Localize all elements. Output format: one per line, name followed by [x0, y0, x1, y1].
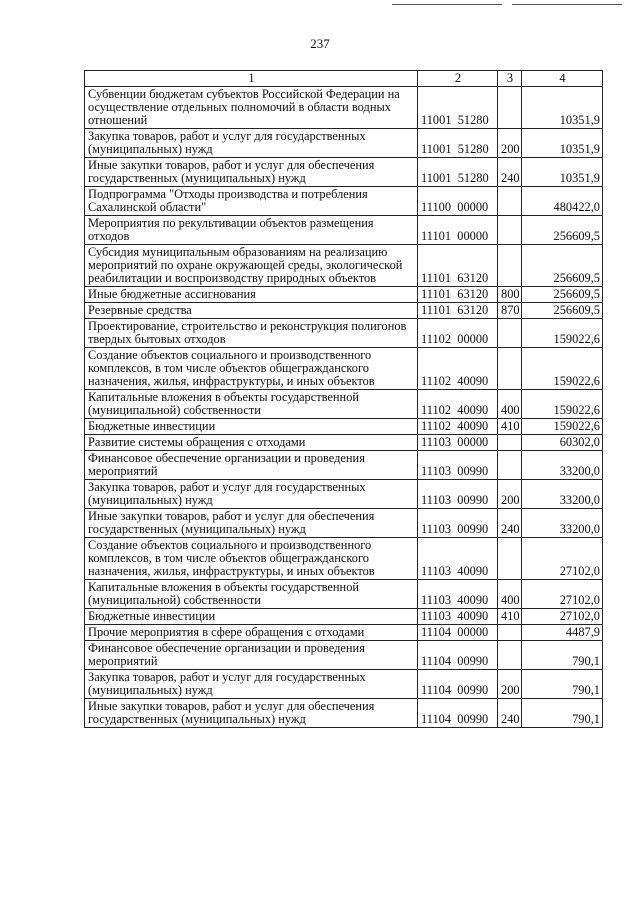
row-code-cell: 11104 00990	[418, 699, 498, 728]
row-name-cell: Создание объектов социального и производственного комплексов, в том числе объектов общегражданского назначения, жилья, инфраструктуры, и иных объектов	[85, 538, 418, 580]
row-type-cell: 240	[498, 699, 522, 728]
row-code-cell: 11102 40090	[418, 348, 498, 390]
table-row	[85, 580, 603, 609]
row-type-cell	[498, 625, 522, 641]
header-rule-left	[392, 4, 502, 5]
column-header-code: 2	[418, 71, 498, 87]
table-row	[85, 435, 603, 451]
row-type-cell	[498, 245, 522, 287]
row-name-cell: Капитальные вложения в объекты государственной (муниципальной) собственности	[85, 580, 418, 609]
row-type-cell	[498, 216, 522, 245]
row-code-cell: 11103 00000	[418, 435, 498, 451]
table-row	[85, 348, 603, 390]
row-name-cell: Иные бюджетные ассигнования	[85, 287, 418, 303]
row-name-cell: Закупка товаров, работ и услуг для государственных (муниципальных) нужд	[85, 480, 418, 509]
row-code-cell: 11102 40090	[418, 419, 498, 435]
row-name-cell: Бюджетные инвестиции	[85, 419, 418, 435]
row-name-cell: Закупка товаров, работ и услуг для государственных (муниципальных) нужд	[85, 129, 418, 158]
row-code-cell: 11103 40090	[418, 538, 498, 580]
row-name-cell: Создание объектов социального и производственного комплексов, в том числе объектов общегражданского назначения, жилья, инфраструктуры, и иных объектов	[85, 348, 418, 390]
table-row	[85, 699, 603, 728]
row-code-cell: 11103 00990	[418, 509, 498, 538]
row-sum-cell: 159022,6	[522, 419, 603, 435]
row-name-cell: Мероприятия по рекультивации объектов размещения отходов	[85, 216, 418, 245]
row-name-cell: Подпрограмма "Отходы производства и потребления Сахалинской области"	[85, 187, 418, 216]
row-type-cell: 800	[498, 287, 522, 303]
table-row	[85, 390, 603, 419]
row-type-cell: 240	[498, 509, 522, 538]
row-sum-cell: 256609,5	[522, 216, 603, 245]
row-code-cell: 11001 51280	[418, 158, 498, 187]
row-sum-cell: 10351,9	[522, 129, 603, 158]
row-code-cell: 11101 63120	[418, 287, 498, 303]
row-code-cell: 11103 40090	[418, 609, 498, 625]
row-sum-cell: 10351,9	[522, 158, 603, 187]
row-name-cell: Субсидия муниципальным образованиям на реализацию мероприятий по охране окружающей среды, экологической реабилитации и воспроизводству природных объектов	[85, 245, 418, 287]
row-type-cell	[498, 451, 522, 480]
table-row	[85, 129, 603, 158]
row-name-cell: Закупка товаров, работ и услуг для государственных (муниципальных) нужд	[85, 670, 418, 699]
table-row	[85, 670, 603, 699]
row-sum-cell: 33200,0	[522, 451, 603, 480]
table-row	[85, 641, 603, 670]
row-name-cell: Бюджетные инвестиции	[85, 609, 418, 625]
row-type-cell: 400	[498, 390, 522, 419]
table-header-row	[85, 71, 603, 87]
table-row	[85, 158, 603, 187]
table-row	[85, 319, 603, 348]
row-code-cell: 11102 00000	[418, 319, 498, 348]
row-sum-cell: 27102,0	[522, 609, 603, 625]
table-row	[85, 216, 603, 245]
table-row	[85, 509, 603, 538]
row-sum-cell: 256609,5	[522, 245, 603, 287]
row-sum-cell: 4487,9	[522, 625, 603, 641]
row-sum-cell: 27102,0	[522, 580, 603, 609]
row-type-cell: 870	[498, 303, 522, 319]
row-type-cell: 410	[498, 609, 522, 625]
row-sum-cell: 159022,6	[522, 348, 603, 390]
row-type-cell: 400	[498, 580, 522, 609]
row-name-cell: Субвенции бюджетам субъектов Российской Федерации на осуществление отдельных полномочий в области водных отношений	[85, 87, 418, 129]
table-row	[85, 538, 603, 580]
row-sum-cell: 790,1	[522, 699, 603, 728]
row-type-cell	[498, 319, 522, 348]
row-name-cell: Проектирование, строительство и реконструкция полигонов твердых бытовых отходов	[85, 319, 418, 348]
row-name-cell: Развитие системы обращения с отходами	[85, 435, 418, 451]
page-number: 237	[310, 36, 330, 51]
table-row	[85, 480, 603, 509]
row-name-cell: Резервные средства	[85, 303, 418, 319]
row-type-cell	[498, 348, 522, 390]
row-code-cell: 11101 63120	[418, 245, 498, 287]
row-sum-cell: 480422,0	[522, 187, 603, 216]
row-code-cell: 11101 63120	[418, 303, 498, 319]
row-code-cell: 11100 00000	[418, 187, 498, 216]
row-type-cell: 410	[498, 419, 522, 435]
table-row	[85, 87, 603, 129]
row-sum-cell: 27102,0	[522, 538, 603, 580]
row-type-cell: 240	[498, 158, 522, 187]
row-code-cell: 11103 40090	[418, 580, 498, 609]
row-code-cell: 11102 40090	[418, 390, 498, 419]
row-code-cell: 11104 00990	[418, 670, 498, 699]
row-sum-cell: 10351,9	[522, 87, 603, 129]
table-row	[85, 625, 603, 641]
row-type-cell: 200	[498, 480, 522, 509]
row-type-cell	[498, 87, 522, 129]
row-type-cell: 200	[498, 129, 522, 158]
row-name-cell: Капитальные вложения в объекты государственной (муниципальной) собственности	[85, 390, 418, 419]
row-code-cell: 11104 00990	[418, 641, 498, 670]
table-body	[85, 87, 603, 728]
table-row	[85, 419, 603, 435]
row-sum-cell: 790,1	[522, 670, 603, 699]
row-sum-cell: 256609,5	[522, 303, 603, 319]
row-type-cell	[498, 187, 522, 216]
row-name-cell: Финансовое обеспечение организации и проведения мероприятий	[85, 451, 418, 480]
row-code-cell: 11001 51280	[418, 129, 498, 158]
row-type-cell	[498, 435, 522, 451]
row-name-cell: Иные закупки товаров, работ и услуг для обеспечения государственных (муниципальных) нужд	[85, 158, 418, 187]
budget-table	[84, 70, 603, 728]
row-type-cell	[498, 538, 522, 580]
row-code-cell: 11101 00000	[418, 216, 498, 245]
row-sum-cell: 33200,0	[522, 509, 603, 538]
table-row	[85, 187, 603, 216]
row-type-cell	[498, 641, 522, 670]
row-code-cell: 11103 00990	[418, 451, 498, 480]
table-row	[85, 303, 603, 319]
row-name-cell: Иные закупки товаров, работ и услуг для обеспечения государственных (муниципальных) нужд	[85, 699, 418, 728]
row-code-cell: 11001 51280	[418, 87, 498, 129]
table-row	[85, 287, 603, 303]
header-rule-right	[512, 4, 622, 5]
row-sum-cell: 256609,5	[522, 287, 603, 303]
row-sum-cell: 159022,6	[522, 319, 603, 348]
row-name-cell: Прочие мероприятия в сфере обращения с отходами	[85, 625, 418, 641]
table-row	[85, 245, 603, 287]
row-name-cell: Финансовое обеспечение организации и проведения мероприятий	[85, 641, 418, 670]
row-name-cell: Иные закупки товаров, работ и услуг для обеспечения государственных (муниципальных) нужд	[85, 509, 418, 538]
row-code-cell: 11104 00000	[418, 625, 498, 641]
row-sum-cell: 790,1	[522, 641, 603, 670]
column-header-type: 3	[498, 71, 522, 87]
row-sum-cell: 159022,6	[522, 390, 603, 419]
row-sum-cell: 33200,0	[522, 480, 603, 509]
table-row	[85, 451, 603, 480]
column-header-sum: 4	[522, 71, 603, 87]
column-header-name: 1	[85, 71, 418, 87]
row-sum-cell: 60302,0	[522, 435, 603, 451]
table-row	[85, 609, 603, 625]
row-code-cell: 11103 00990	[418, 480, 498, 509]
row-type-cell: 200	[498, 670, 522, 699]
